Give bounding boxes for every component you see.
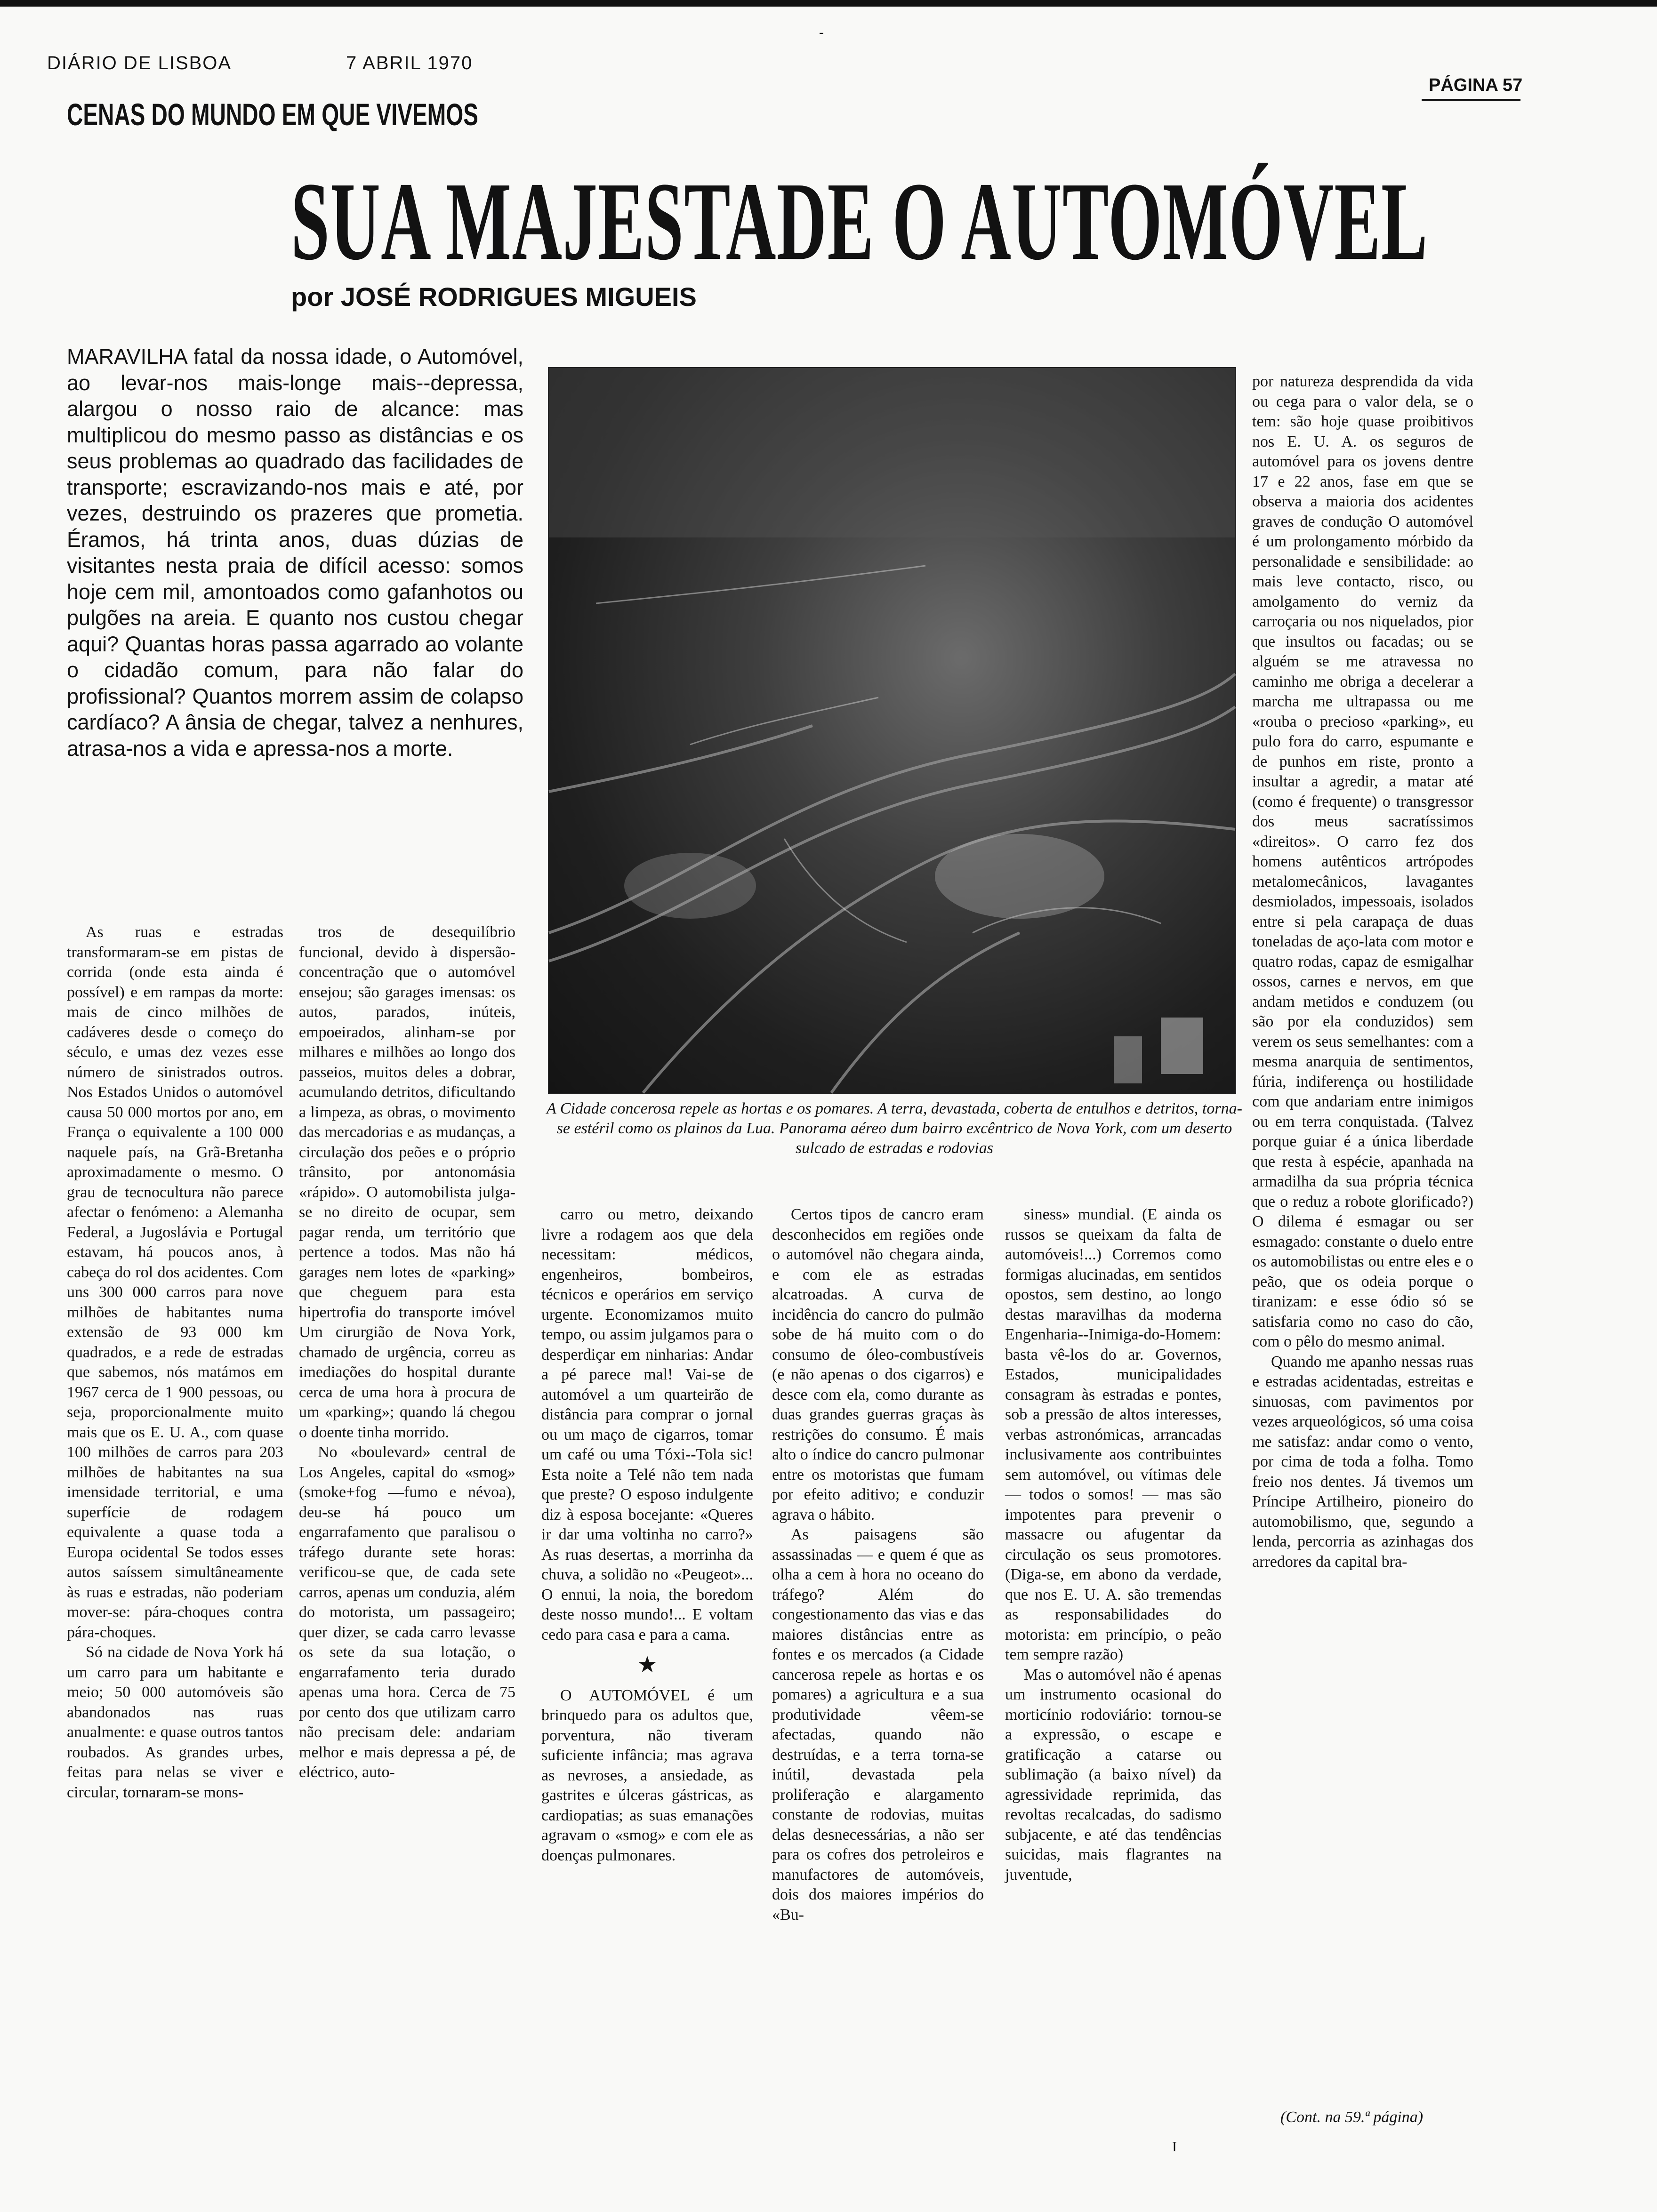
column-2-paragraph-2: No «boulevard» central de Los Angeles, capital do «smog» (smoke+fog —fumo e névoa), deu-se há pouco um engarrafamento que paralisou o tráfego durante sete horas: verificou-se que, de cada sete carros, apenas um conduzia, além do motorista, um passageiro; quer dizer, se cada carro levasse os sete da sua lotação, o engarrafamento teria durado apenas uma hora. Cerca de 75 por cento dos que utilizam carro não precisam dele: andariam melhor e mais depressa a pé, de eléctrico, auto- xyxy=(299,1443,515,1781)
column-4-paragraph-2: As paisagens são assassinadas — e quem é que as olha a cem à hora no oceano do tráfego? Além do congestionamento das vias e das maiores distâncias entre as fontes e os mercados (a Cidade cancerosa repele as hortas e os pomares) a agricultura e a sua produtividade vêem-se afectadas, quando não destruídas, e a terra torna-se inútil, devastada pela proliferação e alargamento constante de rodovias, muitas delas desnecessárias, a não ser para os cofres dos petroleiros e manufactores de automóveis, dois dos maiores impérios do «Bu- xyxy=(772,1526,984,1923)
column-3-paragraph-1: carro ou metro, deixando livre a rodagem aos que dela necessitam: médicos, engenheiros, bombeiros, técnicos e operários em serviço urgente. Economizamos muito tempo, ou assim julgamos para o desperdiçar em ninharias: Andar a pé parece mal! Vai-se de automóvel a um quarteirão de distância para comprar o jornal ou um maço de cigarros, tomar um café ou uma Tóxi--Tola sic! Esta noite a Telé não tem nada que preste? O esposo indulgente diz à esposa bocejante: «Queres ir dar uma voltinha no carro?» As ruas desertas, a morrinha da chuva, a solidão no «Peugeot»... O ennui, la noia, the boredom deste nosso mundo!... E voltam cedo para casa e para a cama. xyxy=(541,1206,753,1643)
byline: por JOSÉ RODRIGUES MIGUEIS xyxy=(291,282,697,312)
issue-date: 7 ABRIL 1970 xyxy=(346,53,473,73)
page-number-rule xyxy=(1422,99,1520,101)
column-1-paragraph-2: Só na cidade de Nova York há um carro para um habitante e meio; 50 000 automóveis são abandonados nas ruas anualmente: e quase outros tantos roubados. As grandes urbes, feitas para nelas se viver e circular, tornaram-se mons- xyxy=(67,1643,283,1801)
column-3 xyxy=(541,1205,753,1864)
newspaper-name: DIÁRIO DE LISBOA xyxy=(47,53,232,73)
column-2-paragraph-1: tros de desequilíbrio funcional, devido à dispersão-concentração que o automóvel ensejou; são garages imensas: os autos, parados, inúteis, empoeirados, alinham-se por milhares e milhões ao longo dos passeios, muitos deles a dobrar, acumulando detritos, dificultando a limpeza, as obras, o movimento das mercadorias e as mudanças, a circulação dos peões e o próprio trânsito, por antonomásia «rápido». O automobilista julga-se no direito de ocupar, sem pagar renda, um território que pertence a todos. Mas não há garages nem lotes de «parking» que cheguem para esta hipertrofia do transporte imóvel Um cirurgião de Nova York, chamado de urgência, correu as imediações do hospital durante cerca de uma hora à procura de um «parking»; quando lá chegou o doente tinha morrido. xyxy=(299,923,515,1441)
headline: SUA MAJESTADE O AUTOMÓVEL xyxy=(291,160,1428,283)
section-star-separator: ★ xyxy=(637,1652,658,1677)
column-5 xyxy=(1005,1205,1222,1883)
column-2 xyxy=(299,922,515,1864)
photo-caption: A Cidade concerosa repele as hortas e os pomares. A terra, devastada, coberta de entulhos e detritos, torna-se estéril como os plainos da Lua. Panorama aéreo dum bairro excêntrico de Nova York, com um deserto sulcado de estradas e rodovias xyxy=(547,1100,1242,1157)
column-6-paragraph-1: por natureza desprendida da vida ou cega para o valor dela, se o tem: são hoje quase proibitivos nos E. U. A. os seguros de automóvel para os jovens dentre 17 e 22 anos, fase em que se observa a maioria dos acidentes graves de condução O automóvel é um prolongamento mórbido da personalidade e sensibilidade: ao mais leve contacto, risco, ou amolgamento do verniz da carroçaria ou nos niquelados, pior que insultos ou facadas; ou se alguém se me atravessa no caminho me obriga a decelerar a marcha me ultrapassa ou me «rouba o precioso «parking», eu pulo fora do carro, espumante e de punhos em riste, pronto a insultar a agredir, a matar até (como é frequente) o transgressor dos meus sacratíssimos «direitos». O carro fez dos homens autênticos artrópodes metalomecânicos, lavagantes desmiolados, impessoais, isolados entre si pela carapaça de duas toneladas de aço-lata com motor e quatro rodas, capaz de esmigalhar ossos, carnes e nervos, em que andam metidos e conduzem (ou são por ela conduzidos) sem verem os seus semelhantes: com a mesma anarquia de sentimentos, fúria, indiferença ou hostilidade com que andariam entre inimigos ou em terra conquistada. (Talvez porque guiar é a única liberdade que resta à espécie, apanhada na armadilha da sua própria técnica que o reduz a robote glorificado?) O dilema é esmagar ou ser esmagado: constante o duelo entre os automobilistas ou entre eles e o peão, que os odeia porque o tiranizam: e esse ódio só se satisfaria como no caso do cão, com o pêlo do mesmo animal. xyxy=(1252,373,1473,1350)
aerial-photo-drawing xyxy=(549,368,1235,1093)
column-6-paragraph-2: Quando me apanho nessas ruas e estradas acidentadas, estreitas e sinuosas, com pavimentos por vezes arqueológicos, só uma coisa me satisfaz: andar como o vento, por cima de toda a folha. Tomo freio nos dentes. Já tivemos um Príncipe Artilheiro, pioneiro do automobilismo, que, segundo a lenda, percorria as azinhagas dos arredores da capital bra- xyxy=(1252,1353,1473,1571)
column-5-paragraph-1: siness» mundial. (E ainda os russos se queixam da falta de automóveis!...) Corremos como formigas alucinadas, em sentidos opostos, sem destino, ao longo destas maravilhas da moderna Engenharia--Inimiga-do-Homem: basta vê-los do ar. Governos, Estados, municipalidades consagram às estradas e pontes, sob a pressão de altos interesses, verbas astronómicas, arrancadas inclusivamente aos contribuintes sem automóvel, ou vítimas dele — todos o somos! — mas são impotentes para prevenir o massacre ou afugentar da circulação os seus promotores. (Diga-se, em abono da verdade, que nos E. U. A. são tremendas as responsabilidades do motorista: em princípio, o peão tem sempre razão) xyxy=(1005,1206,1222,1663)
column-5-paragraph-2: Mas o automóvel não é apenas um instrumento ocasional do morticínio rodoviário: tornou-se a expressão, o escape e gratificação a catarse ou sublimação (a baixo nível) da agressividade reprimida, das revoltas recalcadas, do sadismo subjacente, e até das tendências suicidas, mais flagrantes na juventude, xyxy=(1005,1666,1222,1883)
aerial-photo xyxy=(548,367,1236,1094)
column-4-paragraph-1: Certos tipos de cancro eram desconhecidos em regiões onde o automóvel não chegara ainda, e com ele as estradas alcatroadas. A curva de incidência do cancro do pulmão sobe de há muito com o do consumo de óleo-combustíveis (e não apenas o dos cigarros) e desce com ela, como durante as duas grandes guerras graças às restrições do consumo. É mais alto o índice do cancro pulmonar entre os motoristas que fumam por efeito aditivo; e conduzir agrava o hábito. xyxy=(772,1206,984,1523)
column-3-paragraph-2: O AUTOMÓVEL é um brinquedo para os adultos que, porventura, não tiveram suficiente infância; mas agrava as nevroses, a ansiedade, as gastrites e úlceras gástricas, as cardiopatias; as suas emanações agravam o «smog» e com ele as doenças pulmonares. xyxy=(541,1686,753,1864)
column-1 xyxy=(67,922,283,1864)
column-6 xyxy=(1252,372,1473,2104)
column-4 xyxy=(772,1205,984,1923)
column-1-paragraph-1: As ruas e estradas transformaram-se em pistas de corrida (onde esta ainda é possível) e em rampas da morte: mais de cinco milhões de cadáveres desde o começo do século, e umas dez vezes esse número de sinistrados outros. Nos Estados Unidos o automóvel causa 50 000 mortos por ano, em França o equivalente a 100 000 naquele país, na Grã-Bretanha aproximadamente o mesmo. O grau de tecnocultura não parece afectar o fenómeno: a Alemanha Federal, a Jugoslávia e Portugal estavam, há poucos anos, à cabeça do rol dos acidentes. Com uns 300 000 carros para nove milhões de habitantes numa extensão de 93 000 km quadrados, e a rede de estradas que sabemos, nós matámos em 1967 cerca de 1 900 pessoas, ou seja, proporcionalmente muito mais que os E. U. A., com quase 100 milhões de carros para 203 milhões de habitantes na sua imensidade territorial, e uma superfície de rodagem equivalente a quase toda a Europa ocidental Se todos esses autos saíssem simultâneamente às ruas e estradas, não poderiam mover-se: pára-choques contra pára-choques. xyxy=(67,923,283,1641)
top-border xyxy=(0,0,1657,7)
top-mark: - xyxy=(819,24,824,40)
continued-note: (Cont. na 59.ª página) xyxy=(1280,2108,1424,2126)
page-number: PÁGINA 57 xyxy=(1429,75,1523,95)
lead-paragraph: MARAVILHA fatal da nossa idade, o Automóvel, ao levar-nos mais-longe mais--depressa, alargou o nosso raio de alcance: mas multiplicou do mesmo passo as distâncias e os seus problemas ao quadrado das facilidades de transporte; escravizando-nos mais e até, por vezes, destruindo os prazeres que prometia. Éramos, há trinta anos, duas dúzias de visitantes nesta praia de difícil acesso: somos hoje cem mil, amontoados como gafanhotos ou pulgões na areia. E quanto nos custou chegar aqui? Quantas horas passa agarrado ao volante o cidadão comum, para não falar do profissional? Quantos morrem assim de colapso cardíaco? A ânsia de chegar, talvez a nenhures, atrasa-nos a vida e apressa-nos a morte. xyxy=(67,345,523,761)
section-kicker: CENAS DO MUNDO EM QUE VIVEMOS xyxy=(67,97,478,132)
footer-mark: I xyxy=(1172,2139,1177,2155)
